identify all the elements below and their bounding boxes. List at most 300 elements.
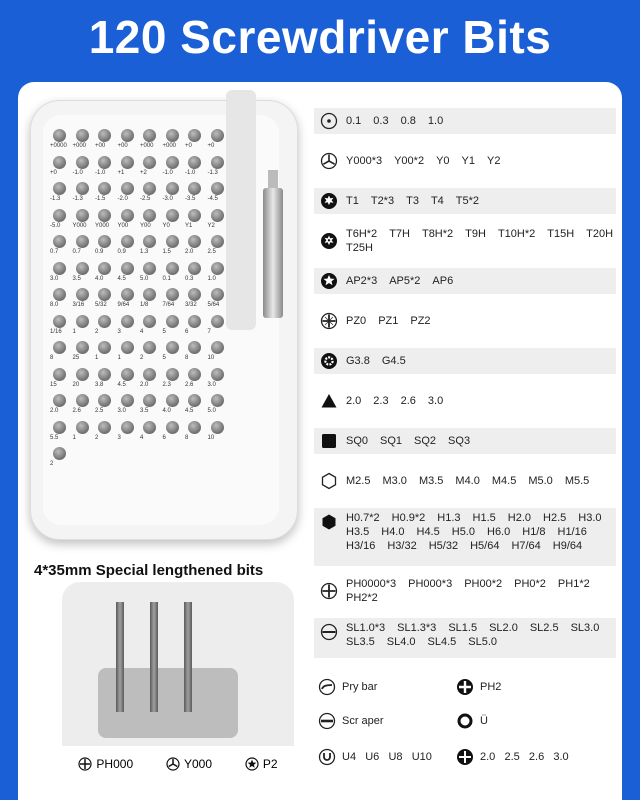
spec-value: 2.3 (373, 395, 389, 407)
spec-value: H5.0 (451, 526, 475, 538)
spec-value: H2.0 (507, 512, 532, 524)
spec-value: T8H*2 (421, 228, 454, 240)
bit (98, 182, 111, 195)
pozidriv-icon (320, 312, 338, 330)
bit (98, 368, 111, 381)
bit-label: -1.0 (162, 169, 173, 176)
bit-label: -4.5 (207, 196, 218, 202)
bit (98, 156, 111, 169)
torx-hole-icon (320, 232, 338, 250)
bit-label: Y2 (207, 222, 215, 229)
spec-value: H5/32 (428, 540, 459, 552)
bit (211, 394, 224, 407)
legend-item (245, 757, 278, 771)
bit-label: 4.5 (185, 408, 194, 414)
spec-value: 0.8 (400, 115, 416, 127)
bit-label: 8 (185, 434, 189, 441)
spec-row (314, 618, 616, 658)
spec-values (346, 622, 616, 648)
bit-label: 4.5 (117, 381, 126, 388)
spec-value: M5.0 (528, 475, 553, 487)
bit-label: Y0 (162, 222, 170, 229)
spec-value: PH0000*3 (346, 578, 397, 590)
spec-values (346, 578, 616, 604)
bit (76, 262, 89, 275)
bit-label: +0 (207, 143, 215, 149)
bit-label: 7 (207, 328, 211, 335)
bit (188, 235, 201, 248)
scraper-icon (318, 712, 336, 730)
bit (188, 315, 201, 328)
bit (53, 209, 66, 222)
spec-value: M5.5 (564, 475, 590, 487)
bit (188, 341, 201, 354)
bit (143, 182, 156, 195)
spec-value: PZ1 (378, 315, 399, 327)
bit (143, 368, 156, 381)
bit (211, 182, 224, 195)
bit-label: -2.0 (117, 196, 128, 202)
legend-label: Y000 (183, 757, 213, 771)
bit (76, 421, 89, 434)
spec-value: Y0 (436, 155, 450, 167)
spec-value: H1.3 (437, 512, 461, 524)
spec-value: 3.0 (427, 395, 444, 407)
spec-value: T7H (389, 228, 410, 240)
bit-label: Y000 (95, 222, 110, 229)
spec-value: H4.5 (416, 526, 440, 538)
spec-value: SL1.5 (448, 622, 478, 634)
spec-values (346, 228, 616, 254)
bit (188, 129, 201, 142)
spec-value: H0.9*2 (391, 512, 426, 524)
spec-value: Y1 (461, 155, 476, 167)
long-bit (184, 602, 192, 712)
slotted-icon (320, 623, 338, 641)
spec-value: H3/16 (346, 540, 376, 552)
extra-label: Ü (480, 715, 488, 727)
bit (166, 368, 179, 381)
bit-label: 5 (162, 328, 166, 335)
special-legend (62, 746, 294, 782)
pry-bar-icon (318, 678, 336, 696)
bit-label: 5.0 (140, 275, 149, 282)
bit-label: 3/32 (185, 302, 197, 308)
bit-label: 3/16 (72, 302, 85, 308)
bit (166, 209, 179, 222)
extra-label: U4 U6 U8 U10 (342, 751, 432, 763)
bit-label: 0.7 (50, 249, 59, 255)
bit-label: 1.0 (207, 275, 216, 282)
bit-label: -1.0 (95, 169, 106, 176)
bit-label: -1.0 (72, 169, 83, 176)
spec-value: SL3.0 (570, 622, 600, 634)
bit (188, 421, 201, 434)
bit (53, 447, 66, 460)
bit (121, 262, 134, 275)
spec-value: T15H (547, 228, 575, 240)
bit (143, 421, 156, 434)
spec-values (346, 475, 589, 487)
spec-value: PH000*3 (408, 578, 453, 590)
bit-label: -1.3 (72, 196, 83, 202)
spec-value: 1.0 (427, 115, 444, 127)
bit-label: -1.0 (185, 169, 196, 176)
bit-label: 6 (185, 328, 189, 335)
bit (211, 235, 224, 248)
spec-values (346, 195, 479, 207)
spec-row (314, 108, 616, 134)
bit (53, 394, 66, 407)
spec-row (314, 348, 616, 374)
bit (166, 421, 179, 434)
bit (121, 156, 134, 169)
bit-label: 2.5 (95, 408, 104, 414)
bit-label: Y00 (140, 222, 151, 229)
bit (211, 129, 224, 142)
bit (76, 288, 89, 301)
bit-label: Y1 (185, 222, 193, 229)
spec-values (346, 115, 443, 127)
bit-label: 2 (50, 461, 54, 467)
bit (211, 341, 224, 354)
spec-value: PH1*2 (557, 578, 590, 590)
bit-label: +000 (72, 143, 87, 149)
spec-value: G4.5 (381, 355, 406, 367)
hex-outline-icon (320, 472, 338, 490)
bit-label: 25 (72, 355, 80, 361)
spec-row (314, 308, 616, 334)
extra-item (456, 678, 501, 696)
bit-label: 3.5 (140, 408, 149, 414)
bit (166, 394, 179, 407)
spec-row (314, 148, 616, 174)
ring-icon (456, 712, 474, 730)
bit-label: 1.3 (140, 249, 149, 255)
bit (76, 129, 89, 142)
bit-label: -3.0 (162, 196, 173, 202)
spec-value: SL2.0 (489, 622, 518, 634)
extra-item (318, 712, 384, 730)
special-bits-label: 4*35mm Special lengthened bits (34, 562, 264, 579)
spec-value: 0.3 (373, 115, 389, 127)
extra-item (456, 712, 488, 730)
spec-value: T20H (586, 228, 614, 240)
spec-values (346, 315, 431, 327)
bit (53, 129, 66, 142)
extra-label: Pry bar (342, 681, 378, 693)
bit-label: 10 (207, 434, 215, 441)
bit (188, 368, 201, 381)
bit (143, 156, 156, 169)
tri-wing-icon (166, 757, 180, 771)
spec-value: 2.0 (346, 395, 362, 407)
bit (211, 156, 224, 169)
bit (166, 156, 179, 169)
bit-label: 4 (140, 328, 144, 335)
bit (121, 341, 134, 354)
bit-label: 1/16 (50, 328, 62, 335)
spec-row (314, 468, 616, 494)
spec-value: PH2*2 (346, 592, 378, 604)
bit (76, 315, 89, 328)
bit (143, 288, 156, 301)
spec-row (314, 188, 616, 214)
legend-item (78, 757, 133, 771)
spec-value: PH00*2 (464, 578, 503, 590)
bit (98, 288, 111, 301)
bit-label: 0.3 (185, 275, 194, 282)
bit-label: -3.5 (185, 196, 196, 202)
bit-label: 5.0 (207, 408, 216, 414)
bit-label: 2.5 (207, 249, 216, 255)
spec-value: T3 (406, 195, 419, 207)
bit (143, 341, 156, 354)
bit-label: 3.0 (50, 275, 59, 282)
spec-row (314, 508, 616, 566)
spec-value: H4.0 (381, 526, 405, 538)
bit-label: -1.3 (50, 196, 61, 202)
spec-row (314, 428, 616, 454)
phillips-icon (78, 757, 92, 771)
bit (166, 182, 179, 195)
bit-label: 4.0 (95, 275, 104, 282)
tri-wing-icon (320, 152, 338, 170)
bit (121, 315, 134, 328)
bit-label: -2.5 (140, 196, 151, 202)
bit (53, 156, 66, 169)
bit-label: +000 (162, 143, 177, 149)
spec-value: PH0*2 (514, 578, 546, 590)
bit-label: 2.0 (140, 381, 149, 388)
spec-value: H0.7*2 (346, 512, 380, 524)
bit-label: 1 (117, 355, 121, 361)
bit-label: +0000 (50, 143, 67, 149)
bit-label: 1 (95, 355, 99, 361)
bit (143, 235, 156, 248)
bit (143, 394, 156, 407)
bit-label: +0 (185, 143, 192, 149)
bit (188, 209, 201, 222)
bit-label: +00 (117, 143, 128, 149)
bit (211, 209, 224, 222)
long-bit (150, 602, 158, 712)
bit-label: 2 (95, 434, 99, 441)
extra-label: 2.0 2.5 2.6 3.0 (480, 751, 569, 763)
dot-circle-icon (320, 112, 338, 130)
bit (166, 129, 179, 142)
spec-value: H3.5 (346, 526, 370, 538)
bit-label: 2.0 (50, 408, 59, 414)
spec-value: 0.1 (346, 115, 362, 127)
spec-values (346, 355, 406, 367)
bit (143, 262, 156, 275)
spec-value: SQ3 (448, 435, 471, 447)
phillips-icon (320, 582, 338, 600)
extra-item (456, 748, 569, 766)
extra-label: PH2 (480, 681, 502, 693)
bit-label: 5/32 (95, 302, 107, 308)
spec-row (314, 388, 616, 414)
bit-label: 3.5 (72, 275, 81, 282)
bit (98, 129, 111, 142)
spec-value: M4.0 (455, 475, 480, 487)
bit (211, 262, 224, 275)
extra-item (318, 748, 432, 766)
bit (143, 129, 156, 142)
spec-value: H3.0 (578, 512, 602, 524)
bit (211, 288, 224, 301)
spec-value: SL4.0 (386, 636, 416, 648)
spec-value: H2.5 (543, 512, 567, 524)
bit-label: 5/64 (207, 302, 220, 308)
bit-label: +000 (140, 143, 154, 149)
spec-value: H6.0 (487, 526, 511, 538)
square-icon (320, 432, 338, 450)
bit-label: 4.0 (162, 408, 171, 414)
bit-label: 7/64 (162, 302, 175, 308)
bit-label: 2.6 (185, 381, 194, 388)
spec-value: H1.5 (472, 512, 496, 524)
spec-value: SQ2 (414, 435, 437, 447)
bit (53, 341, 66, 354)
bit-label: 2.6 (72, 408, 81, 414)
spec-values (346, 435, 470, 447)
spec-value: AP6 (432, 275, 454, 287)
bit-label: 10 (207, 355, 215, 361)
bit-label: 8.0 (50, 302, 59, 308)
spec-value: PZ0 (346, 315, 367, 327)
bit (98, 341, 111, 354)
bit-label: -1.3 (207, 169, 218, 176)
spec-value: Y000*3 (346, 155, 383, 167)
triangle-icon (320, 392, 338, 410)
bit (211, 421, 224, 434)
bit-label: 0.1 (162, 275, 171, 282)
spec-value: T6H*2 (346, 228, 378, 240)
bit (188, 262, 201, 275)
pentalobe-icon (245, 757, 259, 771)
spec-value: H1/16 (557, 526, 587, 538)
extra-item (318, 678, 377, 696)
bit (121, 209, 134, 222)
spec-value: SL4.5 (427, 636, 457, 648)
spec-value: T4 (430, 195, 444, 207)
bit-label: 15 (50, 381, 57, 388)
bit (166, 288, 179, 301)
bit (76, 235, 89, 248)
bit-label: 8 (50, 355, 54, 361)
spec-values (346, 512, 616, 552)
page-title: 120 Screwdriver Bits (88, 11, 552, 63)
bit (98, 235, 111, 248)
bit-label: -1.5 (95, 196, 106, 202)
bit-label: 0.7 (72, 249, 81, 255)
spec-value: H3/32 (387, 540, 417, 552)
bit (53, 262, 66, 275)
bit-label: +0 (50, 169, 57, 176)
bit-label: 2.3 (162, 381, 171, 388)
bit (166, 315, 179, 328)
spec-value: H9/64 (552, 540, 583, 552)
bit (166, 235, 179, 248)
bit (53, 235, 66, 248)
bit (98, 209, 111, 222)
spec-value: G3.8 (346, 355, 370, 367)
spec-value: M2.5 (346, 475, 371, 487)
bit-label: 3.0 (207, 381, 216, 388)
bit (76, 368, 89, 381)
bit (121, 368, 134, 381)
driver-tip (268, 170, 278, 190)
bit (76, 182, 89, 195)
bit (76, 394, 89, 407)
bit-label: 5 (162, 355, 166, 361)
bit (98, 421, 111, 434)
bit (53, 421, 66, 434)
spec-value: PZ2 (410, 315, 431, 327)
driver-slot (226, 90, 256, 330)
bit (188, 156, 201, 169)
bit-label: -5.0 (50, 222, 61, 229)
spec-value: AP2*3 (346, 275, 378, 287)
bit (211, 315, 224, 328)
spec-value: SL1.0*3 (346, 622, 386, 634)
bit-label: 3.0 (117, 408, 126, 414)
spec-value: SQ0 (346, 435, 369, 447)
spec-value: SL3.5 (346, 636, 375, 648)
bit (121, 288, 134, 301)
bit (188, 288, 201, 301)
spec-value: M4.5 (491, 475, 517, 487)
legend-label: P2 (262, 757, 278, 771)
bit-label: 0.9 (95, 249, 104, 255)
spec-value: SQ1 (380, 435, 403, 447)
spec-row (314, 228, 616, 254)
bit (188, 182, 201, 195)
bit (121, 129, 134, 142)
cross-filled-icon (456, 748, 474, 766)
bit (76, 209, 89, 222)
spec-value: 2.6 (400, 395, 416, 407)
spec-row (314, 268, 616, 294)
spec-value: T1 (346, 195, 359, 207)
bit-label: Y00 (117, 222, 129, 229)
bit (166, 262, 179, 275)
gear-icon (320, 352, 338, 370)
bit-label: 9/64 (117, 302, 130, 308)
screwdriver-handle (263, 188, 283, 318)
spec-value: H5/64 (470, 540, 500, 552)
bit-label: +1 (117, 169, 125, 176)
bit-label: 4 (140, 434, 144, 441)
bit-label: 2 (95, 328, 99, 335)
legend-item (166, 757, 212, 771)
bit (53, 288, 66, 301)
bit (121, 421, 134, 434)
bit-label: 4.5 (117, 275, 126, 282)
bit (53, 368, 66, 381)
spec-value: M3.5 (418, 475, 444, 487)
spec-value: T2*3 (370, 195, 395, 207)
u-shape-icon (318, 748, 336, 766)
bit (143, 315, 156, 328)
bit (121, 182, 134, 195)
spec-value: AP5*2 (389, 275, 421, 287)
bit-label: 2 (140, 355, 144, 361)
bit (53, 315, 66, 328)
bit-label: Y000 (72, 222, 87, 229)
